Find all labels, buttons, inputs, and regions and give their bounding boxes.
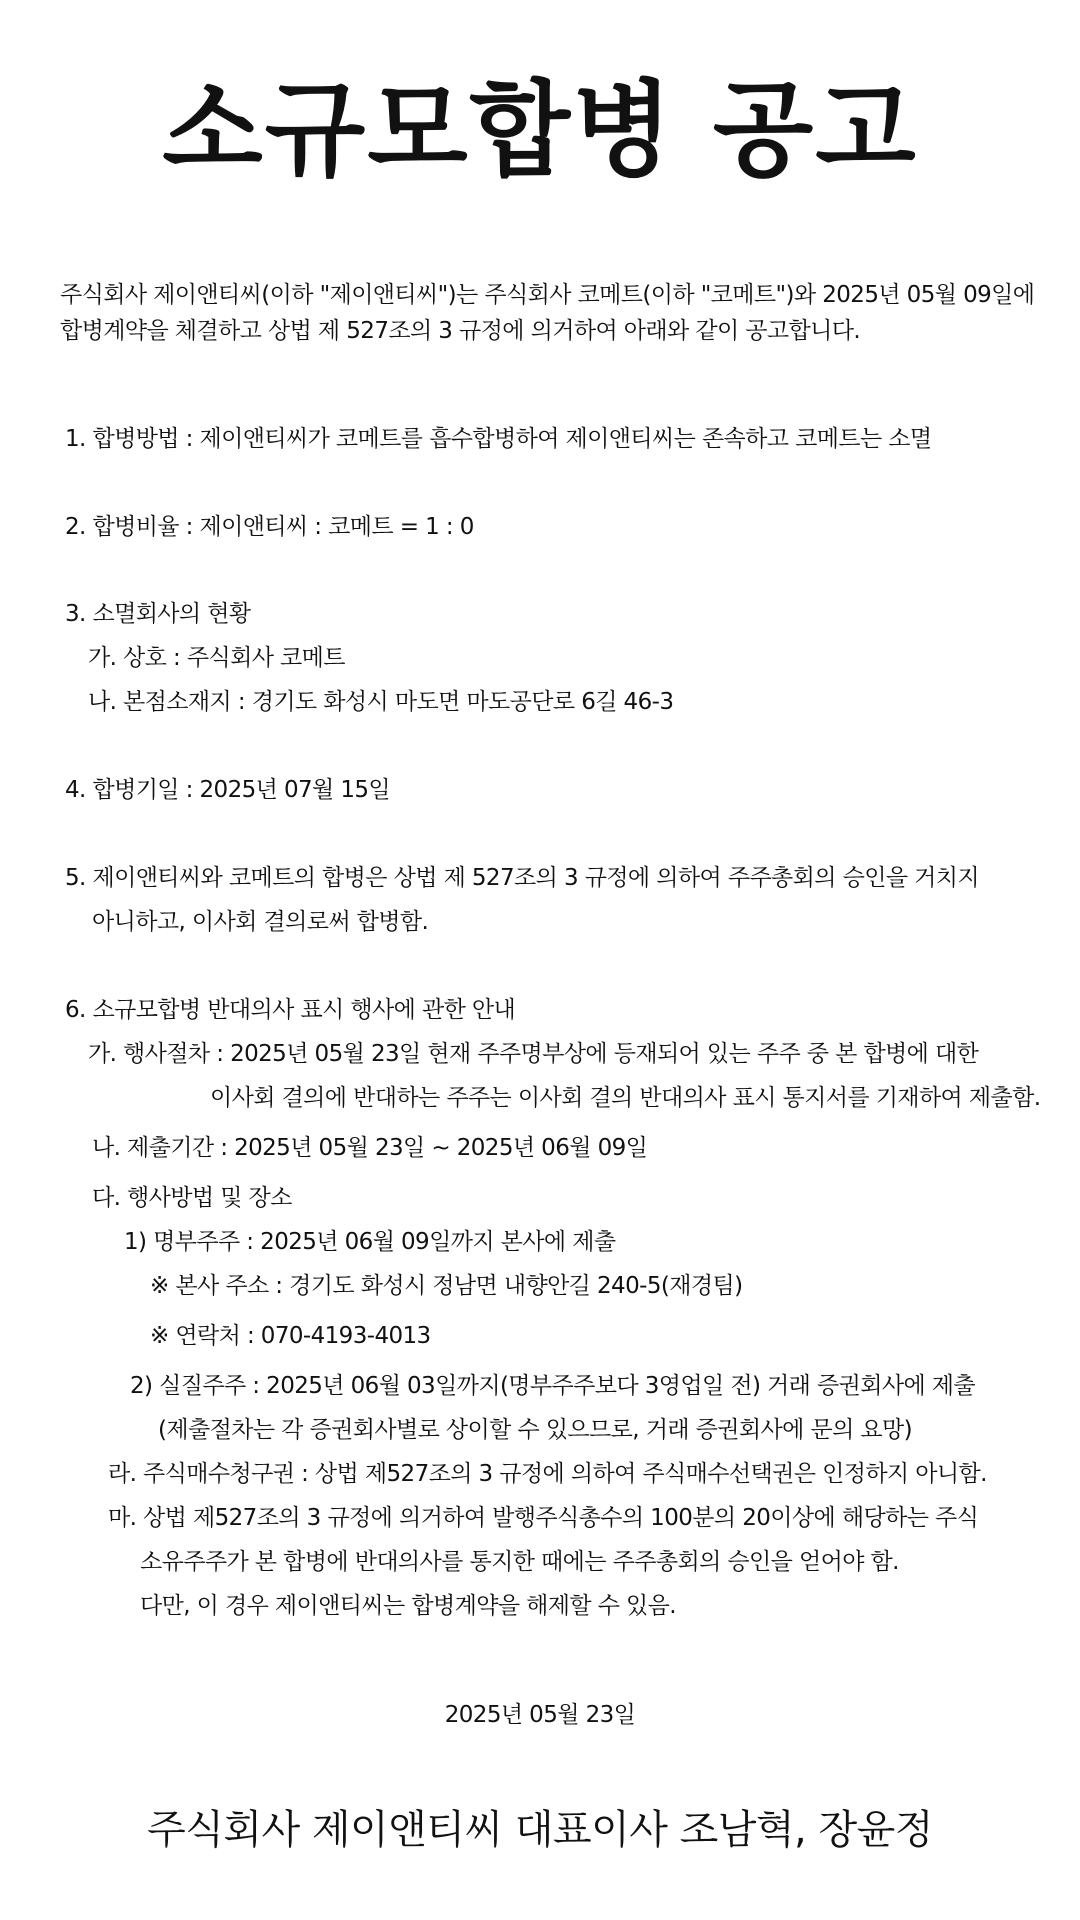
threshold-note-line-2: 소유주주가 본 합병에 반대의사를 통지한 때에는 주주총회의 승인을 얻어야 함. [140, 1549, 899, 1575]
threshold-note-line-1: 마. 상법 제527조의 3 규정에 의거하여 발행주식총수의 100분의 20이상에 해당하는 주식 [108, 1505, 979, 1531]
beneficial-shareholder-note: (제출절차는 각 증권회사별로 상이할 수 있으므로, 거래 증권회사에 문의 요망) [158, 1417, 913, 1443]
section-dissolving-company-heading: 3. 소멸회사의 현황 [65, 601, 251, 627]
section-dissolving-company-name: 가. 상호 : 주식회사 코메트 [88, 645, 345, 671]
section-merger-ratio: 2. 합병비율 : 제이앤티씨 : 코메트 = 1 : 0 [65, 514, 474, 540]
dissent-procedure-continued: 이사회 결의에 반대하는 주주는 이사회 결의 반대의사 표시 통지서를 기재하여 제출함. [210, 1085, 1041, 1111]
section-board-resolution-line-1: 5. 제이앤티씨와 코메트의 합병은 상법 제 527조의 3 규정에 의하여 주주총회의 승인을 거치지 [65, 865, 980, 891]
contact-number-note: ※ 연락처 : 070-4193-4013 [150, 1323, 431, 1349]
notice-date: 2025년 05월 23일 [444, 1702, 636, 1728]
beneficial-shareholder-method: 2) 실질주주 : 2025년 06월 03일까지(명부주주보다 3영업일 전) 거래 증권회사에 제출 [130, 1373, 976, 1399]
intro-line-1: 주식회사 제이앤티씨(이하 "제이앤티씨")는 주식회사 코메트(이하 "코메트")와 2025년 05월 09일에 [60, 282, 1035, 308]
registered-shareholder-method: 1) 명부주주 : 2025년 06월 09일까지 본사에 제출 [124, 1229, 616, 1255]
dissent-method-heading: 다. 행사방법 및 장소 [92, 1185, 292, 1211]
dissent-submission-period: 나. 제출기간 : 2025년 05월 23일 ~ 2025년 06월 09일 [92, 1135, 648, 1161]
section-dissent-heading: 6. 소규모합병 반대의사 표시 행사에 관한 안내 [65, 997, 516, 1023]
section-dissolving-company-address: 나. 본점소재지 : 경기도 화성시 마도면 마도공단로 6길 46-3 [88, 689, 674, 715]
appraisal-right-note: 라. 주식매수청구권 : 상법 제527조의 3 규정에 의하여 주식매수선택권은 인정하지 아니함. [108, 1461, 987, 1487]
section-board-resolution-line-2: 아니하고, 이사회 결의로써 합병함. [92, 909, 429, 935]
section-merger-method: 1. 합병방법 : 제이앤티씨가 코메트를 흡수합병하여 제이앤티씨는 존속하고 코메트는 소멸 [65, 426, 932, 452]
dissent-procedure: 가. 행사절차 : 2025년 05월 23일 현재 주주명부상에 등재되어 있는 주주 중 본 합병에 대한 [88, 1041, 979, 1067]
section-merger-date: 4. 합병기일 : 2025년 07월 15일 [65, 777, 391, 803]
intro-line-2: 합병계약을 체결하고 상법 제 527조의 3 규정에 의거하여 아래와 같이 공고합니다. [60, 318, 861, 344]
threshold-note-line-3: 다만, 이 경우 제이앤티씨는 합병계약을 해제할 수 있음. [140, 1593, 676, 1619]
headquarters-address-note: ※ 본사 주소 : 경기도 화성시 정남면 내향안길 240-5(재경팀) [150, 1273, 743, 1299]
company-signature: 주식회사 제이앤티씨 대표이사 조남혁, 장윤정 [147, 1807, 933, 1853]
notice-title: 소규모합병 공고 [162, 69, 918, 191]
